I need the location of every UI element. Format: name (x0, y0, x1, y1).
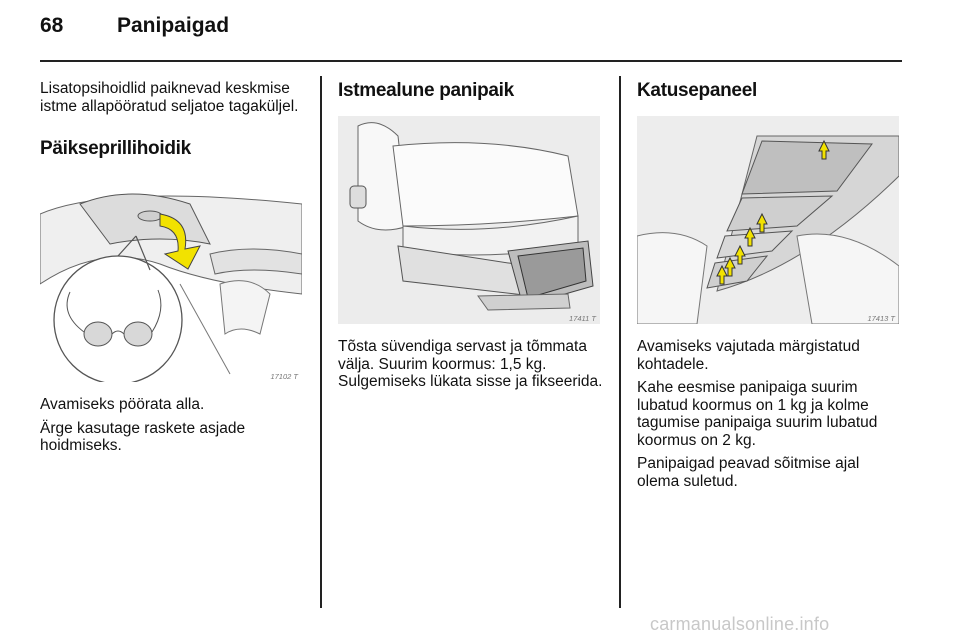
page-number: 68 (40, 14, 64, 37)
under-seat-storage-illustration (338, 116, 600, 324)
watermark: carmanualsonline.info (650, 614, 830, 634)
roof-panel-heading: Katusepaneel (637, 80, 757, 101)
roof-panel-load-limits: Kahe eesmise panipaiga suurim lubatud koormus on 1 kg ja kolme tagumise panipaiga suurim lubatud koormus on 2 kg. (637, 379, 878, 449)
sunglasses-holder-figure (40, 174, 302, 382)
sunglasses-warning: Ärge kasutage raskete asjade hoidmiseks. (40, 419, 246, 454)
roof-panel-open-instruction: Avamiseks vajutada märgistatud kohtadele. (637, 338, 860, 373)
under-seat-storage-figure (338, 116, 600, 324)
intro-paragraph: Lisatopsihoidlid paiknevad keskmise istme allapööratud seljatoe tagaküljel. (40, 80, 299, 115)
page-title: Panipaigad (117, 14, 230, 37)
sunglasses-open-instruction: Avamiseks pöörata alla. (40, 396, 205, 413)
sunglasses-holder-heading: Päikseprillihoidik (40, 138, 191, 159)
column-divider-1 (320, 76, 322, 608)
under-seat-storage-heading: Istmealune panipaik (338, 80, 514, 101)
column-3 (637, 80, 903, 496)
column-2 (338, 80, 604, 397)
under-seat-instructions: Tõsta süvendiga servast ja tõmmata välja. Suurim koormus: 1,5 kg. Sulgemiseks lükata sisse ja fikseerida. (338, 338, 603, 390)
figure-code: 17411 T (569, 314, 596, 323)
column-1 (40, 80, 306, 461)
column-divider-2 (619, 76, 621, 608)
sunglasses-holder-illustration (40, 174, 302, 382)
roof-panel-illustration (637, 116, 899, 324)
figure-code: 17413 T (867, 314, 895, 323)
header-rule (40, 60, 902, 62)
roof-panel-driving-note: Panipaigad peavad sõitmise ajal olema suletud. (637, 455, 860, 490)
roof-panel-figure (637, 116, 899, 324)
figure-code: 17102 T (270, 372, 298, 381)
